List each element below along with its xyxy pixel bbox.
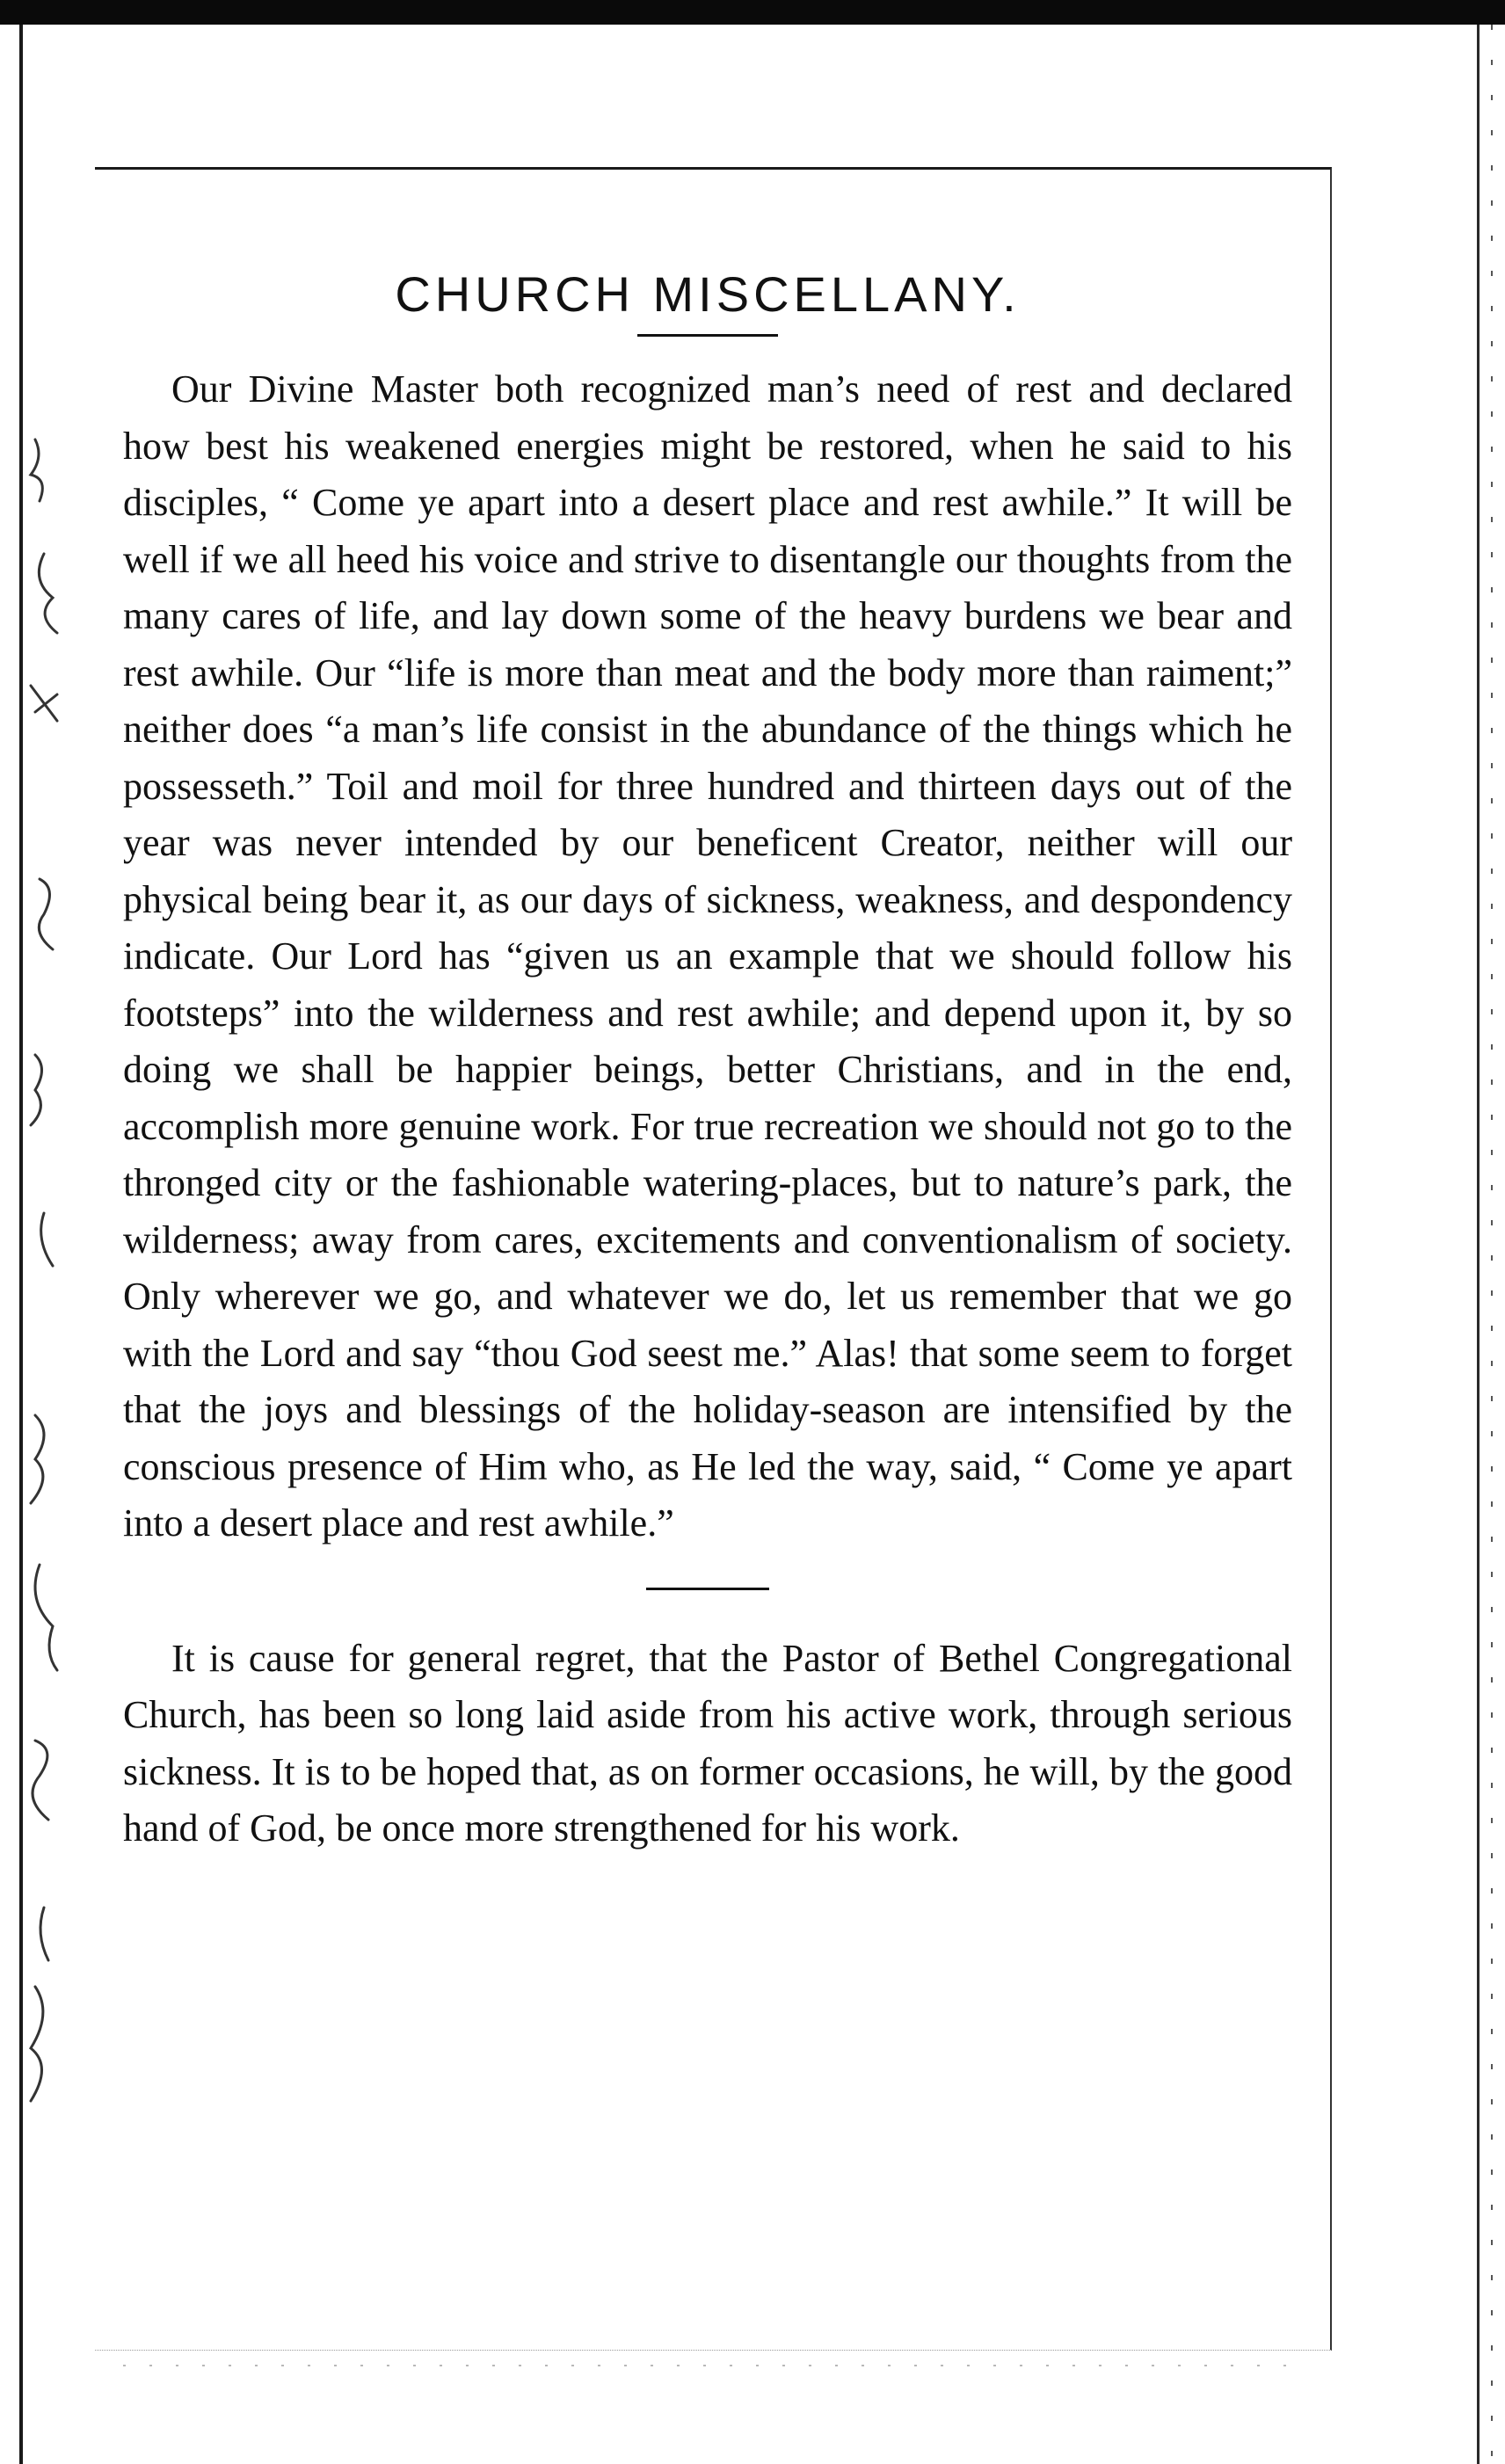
article-title: CHURCH MISCELLANY. bbox=[395, 266, 1021, 322]
title-divider bbox=[637, 334, 778, 337]
scan-right-edge bbox=[1477, 25, 1480, 2464]
section-divider bbox=[646, 1588, 769, 1590]
handwritten-margin-note bbox=[9, 422, 88, 2180]
scan-top-edge bbox=[0, 0, 1505, 25]
article-paragraph-2: It is cause for general regret, that the Pastor of Bethel Congregational Church, has been so long laid aside from his active work, through serious sickness. It is to be hoped that, as on former occasions, he will, by the good hand of God, be once more strengthened for his work. bbox=[123, 1636, 1292, 1850]
article-paragraph-1: Our Divine Master both recognized man’s need of rest and declared how best his weakened energies might be restored, when he said to his disciples, “ Come ye apart into a desert place and rest awhile.” It will be well if we all heed his voice and strive to disentangle our thoughts from the many cares of life, and lay down some of the heavy burdens we bear and rest awhile. Our “life is more than meat and the body more than raiment;” neither does “a man’s life consist in the abundance of the things which he possesseth.” Toil and moil for three hundred and thirteen days out of the year was never intended by our beneficent Creator, neither will our physical being bear it, as our days of sickness, weakness, and despondency indicate. Our Lord has “given us an example that we should follow his footsteps” into the wilderness and rest awhile; and depend upon it, by so doing we shall be happier beings, better Christians, and in the end, accomplish more genuine work. For true recreation we should not go to the thronged city or the fashionable watering-places, but to nature’s park, the wilderness; away from cares, excitements and conventionalism of society. Only wherever we go, and whatever we do, let us remember that we go with the Lord and say “thou God seest me.” Alas! that some seem to forget that the joys and blessings of the holiday-season are intensified by the conscious presence of Him who, as He led the way, said, “ Come ye apart into a desert place and rest awhile.” bbox=[123, 367, 1292, 1545]
bottom-scan-specks bbox=[123, 2365, 1292, 2366]
article bbox=[123, 255, 1292, 1857]
scan-right-edge-marks bbox=[1491, 25, 1493, 2464]
